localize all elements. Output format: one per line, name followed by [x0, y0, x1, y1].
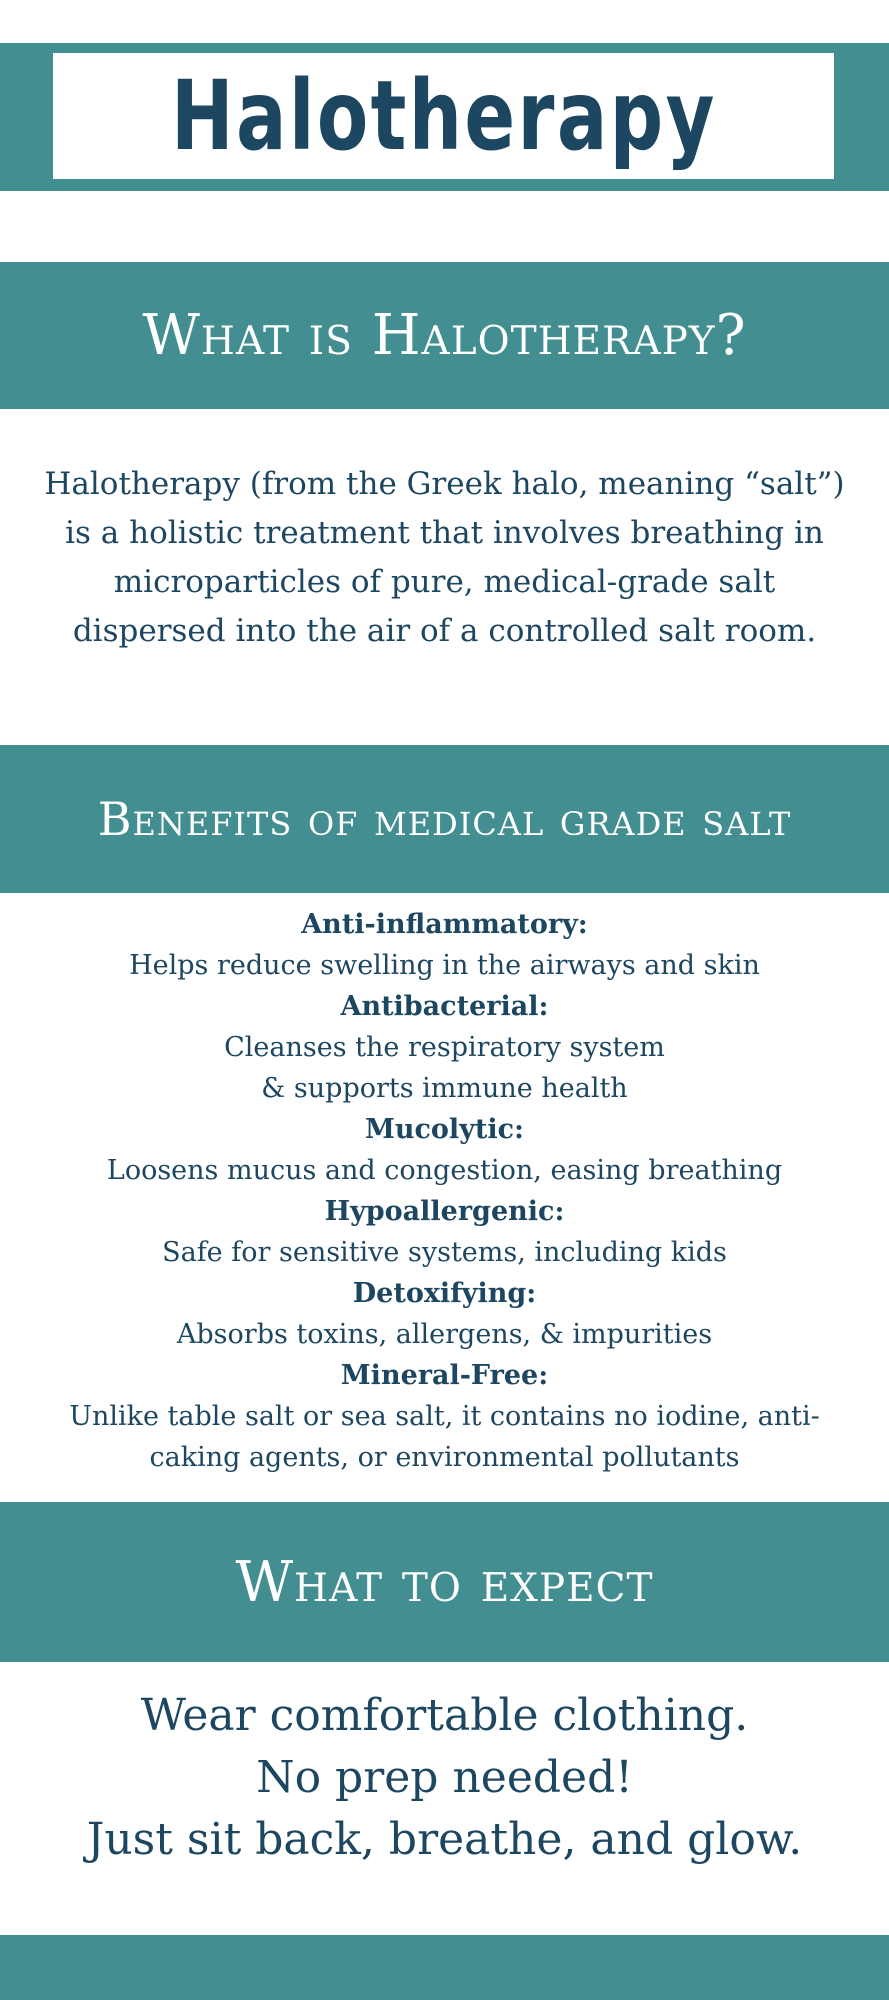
section-header-benefits [0, 745, 889, 893]
benefit-title: Hypoallergenic: [324, 1196, 565, 1227]
intro-paragraph [40, 460, 849, 656]
benefit-title: Mineral-Free: [340, 1360, 549, 1391]
benefit-description: Helps reduce swelling in the airways and skin [129, 950, 760, 981]
section-heading: What is Halotherapy? [142, 303, 747, 368]
expect-line: Just sit back, breathe, and glow. [86, 1814, 803, 1865]
benefit-description: Absorbs toxins, allergens, & impurities [176, 1319, 713, 1350]
benefit-description: Loosens mucus and congestion, easing breathing [106, 1155, 783, 1186]
section-header-expect [0, 1502, 889, 1662]
benefit-description: Safe for sensitive systems, including kids [162, 1237, 727, 1268]
benefit-description: Unlike table salt or sea salt, it contains no iodine, anti- caking agents, or environmental pollutants [69, 1401, 820, 1473]
benefit-title: Detoxifying: [352, 1278, 537, 1309]
section-heading: What to expect [235, 1549, 654, 1615]
benefit-description: Cleanses the respiratory system & supports immune health [224, 1032, 665, 1104]
benefits-list [30, 904, 859, 1478]
title-box [53, 53, 834, 179]
paragraph-line: is a holistic treatment that involves breathing in [65, 515, 824, 551]
expect-line: Wear comfortable clothing. [140, 1690, 749, 1741]
expect-text [40, 1685, 849, 1871]
benefit-title: Anti-inflammatory: [301, 909, 588, 940]
section-heading: Benefits of medical grade salt [97, 792, 792, 846]
paragraph-line: dispersed into the air of a controlled salt room. [72, 613, 817, 649]
benefit-title: Mucolytic: [364, 1114, 525, 1145]
paragraph-line: microparticles of pure, medical-grade salt [113, 564, 776, 600]
footer-band [0, 1935, 889, 2000]
benefit-title: Antibacterial: [340, 991, 549, 1022]
page-title: Halotherapy [170, 60, 717, 172]
section-header-what-is [0, 262, 889, 409]
expect-line: No prep needed! [256, 1752, 633, 1803]
paragraph-line: Halotherapy (from the Greek halo, meaning “salt”) [44, 466, 845, 502]
